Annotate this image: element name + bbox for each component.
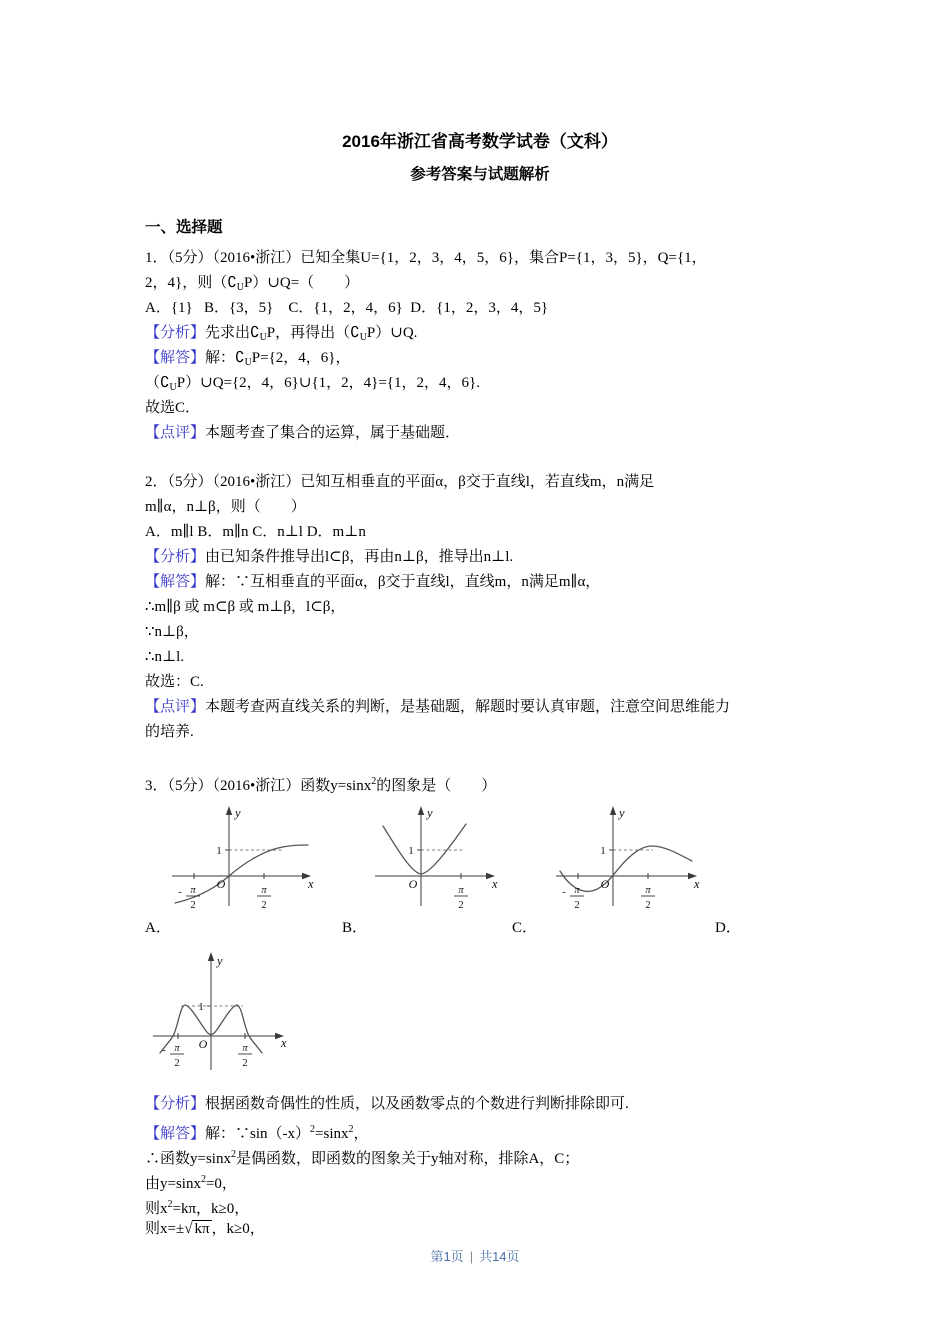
svg-text:-: - — [178, 886, 182, 898]
q1-answer-line-2: $(∁_UP)\cup Q=\{2$，4，6}∪{1，2，4}={1，2，4，6}. — [145, 375, 480, 393]
q2-stem-line-1: 2．（5分）（2016•浙江）已知互相垂直的平面α，β交于直线l，若直线m，n满足 — [145, 474, 655, 490]
graph-option-b — [369, 802, 501, 914]
y-axis-label: y — [427, 806, 433, 820]
svg-text:2: 2 — [645, 900, 651, 911]
q2-answer-line-1: 【解答】解：∵互相垂直的平面α，β交于直线l，直线m，n满足m∥α， — [145, 574, 601, 590]
one-tick-label: 1 — [408, 845, 414, 857]
q3-graphs-row — [145, 800, 815, 914]
q3-answer-line-3: 由y=sinx$^2$=0， — [145, 1174, 237, 1192]
y-axis-label: y — [619, 806, 625, 820]
one-tick-label: 1 — [600, 845, 606, 857]
curve-option-c — [560, 846, 692, 891]
q3-answer-line-1: 【解答】解：$\because\sin(-x)^2=\sin x^2$， — [145, 1124, 369, 1142]
neg-half-pi-fraction — [162, 1043, 184, 1069]
q3-answer-line-4: 则$x^2=k\pi$，k≥0， — [145, 1199, 250, 1217]
axes-b — [375, 806, 495, 906]
page-footer — [0, 1246, 950, 1265]
neg-half-pi-fraction — [178, 885, 200, 911]
footer-page-number: 第1页 — [430, 1249, 464, 1264]
q1-stem-line-1: 1．（5分）（2016•浙江）已知全集U={1，2，3，4，5，6}，集合P={1，3，5}，Q={1， — [145, 250, 707, 266]
half-pi-fraction — [641, 885, 655, 911]
origin-label: O — [216, 877, 226, 891]
axes-d — [153, 952, 284, 1070]
q2-stem-line-2: m∥α，n⊥β，则（ ） — [145, 499, 306, 515]
document-title: 2016年浙江省高考数学试卷（文科） — [342, 132, 618, 151]
svg-text:2: 2 — [574, 900, 580, 911]
q1-comment: 【点评】本题考查了集合的运算，属于基础题． — [145, 425, 461, 441]
q2-answer-line-2: ∴m∥β 或 m⊂β 或 m⊥β，l⊂β， — [145, 599, 346, 615]
x-axis-label: x — [281, 1036, 287, 1050]
svg-text:π: π — [645, 885, 651, 896]
q2-comment-line-2: 的培养. — [145, 724, 194, 740]
x-axis-label: x — [492, 877, 498, 891]
y-axis-label: y — [235, 806, 241, 820]
q3-option-label-b: B． — [342, 920, 368, 936]
q3-option-labels — [145, 916, 815, 940]
q3-answer-line-5: 则x=±√ kπ ，k≥0， — [145, 1221, 265, 1237]
x-axis-label: x — [308, 877, 314, 891]
y-axis-label: y — [217, 954, 223, 968]
svg-text:π: π — [261, 885, 267, 896]
q3-stem: 3．（5分）（2016•浙江）函数y=sinx$^2$的图象是（ ） — [145, 776, 497, 794]
q3-graph-d-wrap — [148, 946, 815, 1080]
origin-label: O — [600, 877, 610, 891]
half-pi-fraction — [257, 885, 271, 911]
q3-option-label-c: C． — [512, 920, 538, 936]
svg-text:π: π — [574, 885, 580, 896]
q2-conclusion: 故选：C. — [145, 674, 204, 690]
q3-option-label-a: A． — [145, 920, 171, 936]
document-subtitle: 参考答案与试题解析 — [410, 166, 550, 183]
curve-option-b — [383, 824, 466, 874]
svg-text:2: 2 — [174, 1058, 180, 1069]
origin-label: O — [198, 1037, 208, 1051]
q1-stem-line-2: 2，4}，则$(∁_UP)\cup Q=$（ ） — [145, 275, 360, 293]
svg-text:π: π — [190, 885, 196, 896]
svg-text:-: - — [162, 1044, 166, 1056]
q1-options: A．{1} B．{3，5} C．{1，2，4，6} D．{1，2，3，4，5} — [145, 300, 549, 316]
question-2 — [145, 470, 815, 745]
one-tick-label: 1 — [216, 845, 222, 857]
q1-analysis: 【分析】先求出$∁_UP$，再得出$(∁_UP)\cup Q$. — [145, 325, 418, 343]
section-heading: 一、选择题 — [145, 219, 223, 236]
neg-half-pi-fraction — [562, 885, 584, 911]
question-1 — [145, 246, 815, 446]
one-tick-label: 1 — [198, 1001, 204, 1013]
q1-conclusion: 故选C． — [145, 400, 201, 416]
footer-total-pages: 共14页 — [479, 1249, 520, 1264]
q2-answer-line-3: ∵n⊥β， — [145, 624, 199, 640]
q2-options: A．m∥l B．m∥n C．n⊥l D．m⊥n — [145, 524, 366, 540]
q3-option-label-d: D． — [715, 920, 741, 936]
question-3 — [145, 769, 815, 1242]
svg-text:π: π — [242, 1043, 248, 1054]
q3-answer-line-2: ∴函数y=sinx$^2$是偶函数，即函数的图象关于y轴对称，排除A，C； — [145, 1149, 580, 1167]
half-pi-fraction — [454, 885, 468, 911]
svg-text:2: 2 — [190, 900, 196, 911]
svg-text:π: π — [458, 885, 464, 896]
graph-option-c — [551, 802, 703, 914]
svg-text:2: 2 — [458, 900, 464, 911]
graph-option-a — [167, 802, 317, 914]
footer-separator: | — [469, 1249, 474, 1264]
half-pi-fraction — [238, 1043, 252, 1069]
svg-text:π: π — [174, 1043, 180, 1054]
graph-option-d — [148, 946, 290, 1078]
q2-analysis: 【分析】由已知条件推导出l⊂β，再由n⊥β，推导出n⊥l. — [145, 549, 514, 565]
svg-text:2: 2 — [261, 900, 267, 911]
q3-analysis: 【分析】根据函数奇偶性的性质，以及函数零点的个数进行判断排除即可. — [145, 1096, 629, 1112]
q2-comment-line-1: 【点评】本题考查两直线关系的判断，是基础题，解题时要认真审题，注意空间思维能力 — [145, 699, 731, 715]
q2-answer-line-4: ∴n⊥l. — [145, 649, 185, 665]
svg-text:-: - — [562, 886, 566, 898]
q1-answer-line-1: 【解答】解：$∁_UP=\{2$，4，6}， — [145, 350, 351, 368]
x-axis-label: x — [694, 877, 700, 891]
origin-label: O — [408, 877, 418, 891]
svg-text:2: 2 — [242, 1058, 248, 1069]
